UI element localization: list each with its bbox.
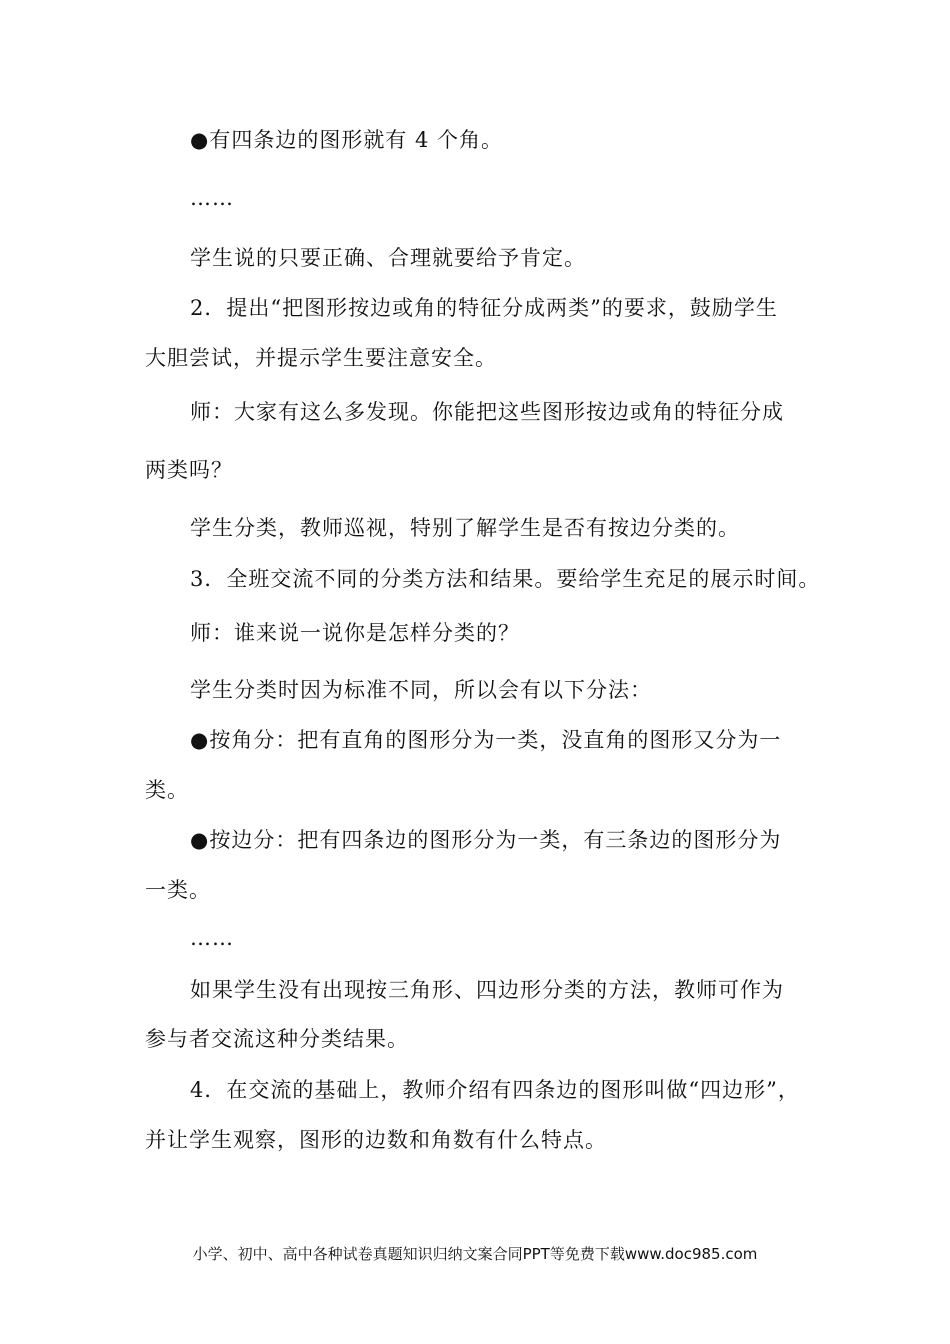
ellipsis: …… bbox=[190, 926, 234, 950]
ellipsis: …… bbox=[190, 186, 234, 210]
page-footer: 小学、初中、高中各种试卷真题知识归纳文案合同PPT等免费下载www.doc985.com bbox=[192, 1245, 758, 1263]
paragraph-continuation: 并让学生观察，图形的边数和角数有什么特点。 bbox=[145, 1128, 607, 1152]
paragraph: 学生分类时因为标准不同，所以会有以下分法： bbox=[190, 678, 652, 702]
paragraph: ●有四条边的图形就有 4 个角。 bbox=[190, 128, 504, 152]
paragraph-continuation: 类。 bbox=[145, 778, 189, 802]
paragraph-continuation: 大胆尝试，并提示学生要注意安全。 bbox=[145, 346, 497, 370]
paragraph-continuation: 参与者交流这种分类结果。 bbox=[145, 1027, 409, 1051]
paragraph-continuation: 一类。 bbox=[145, 878, 211, 902]
paragraph: 学生说的只要正确、合理就要给予肯定。 bbox=[190, 246, 586, 270]
bullet-item: ●按边分：把有四条边的图形分为一类，有三条边的图形分为 bbox=[190, 828, 782, 852]
paragraph: 如果学生没有出现按三角形、四边形分类的方法，教师可作为 bbox=[190, 978, 784, 1002]
paragraph: 师：大家有这么多发现。你能把这些图形按边或角的特征分成 bbox=[190, 400, 784, 424]
paragraph-continuation: 两类吗？ bbox=[145, 458, 233, 482]
bullet-item: ●按角分：把有直角的图形分为一类，没直角的图形又分为一 bbox=[190, 728, 782, 752]
paragraph: 2．提出“把图形按边或角的特征分成两类”的要求，鼓励学生 bbox=[190, 296, 778, 320]
paragraph: 4．在交流的基础上，教师介绍有四条边的图形叫做“四边形”， bbox=[190, 1078, 800, 1102]
paragraph: 师：谁来说一说你是怎样分类的？ bbox=[190, 621, 520, 645]
paragraph: 3．全班交流不同的分类方法和结果。要给学生充足的展示时间。 bbox=[190, 567, 821, 591]
paragraph: 学生分类，教师巡视，特别了解学生是否有按边分类的。 bbox=[190, 516, 740, 540]
